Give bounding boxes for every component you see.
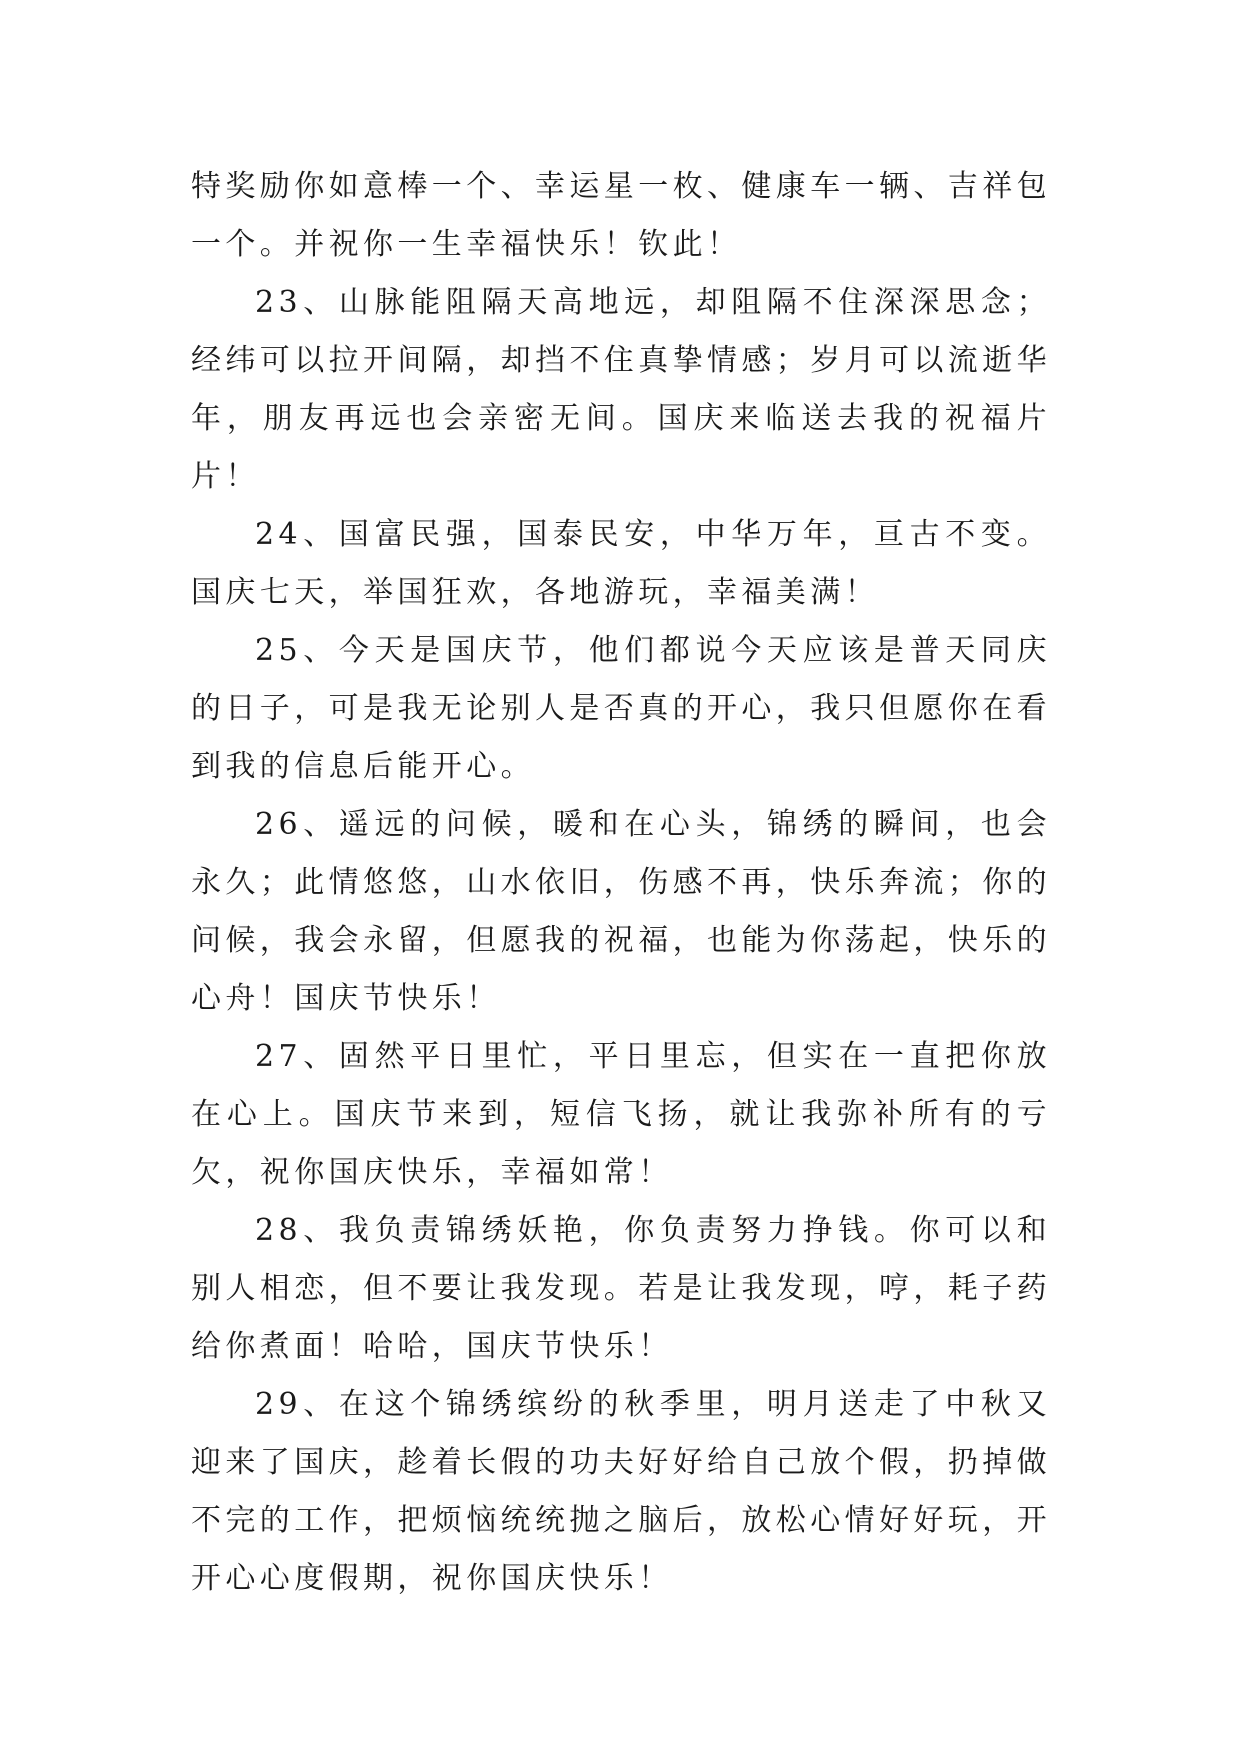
paragraph-29: 29、在这个锦绣缤纷的秋季里，明月送走了中秋又迎来了国庆，趁着长假的功夫好好给自己放个假，扔掉做不完的工作，把烦恼统统抛之脑后，放松心情好好玩，开开心心度假期，祝你国庆快乐！ (191, 1387, 1051, 1596)
paragraph-27: 27、固然平日里忙，平日里忘，但实在一直把你放在心上。国庆节来到，短信飞扬，就让我弥补所有的亏欠，祝你国庆快乐，幸福如常！ (191, 1039, 1051, 1190)
document-body (191, 158, 1051, 1608)
paragraph-28: 28、我负责锦绣妖艳，你负责努力挣钱。你可以和别人相恋，但不要让我发现。若是让我发现，哼，耗子药给你煮面！哈哈，国庆节快乐！ (191, 1213, 1051, 1364)
paragraph-24: 24、国富民强，国泰民安，中华万年，亘古不变。国庆七天，举国狂欢，各地游玩，幸福美满！ (191, 517, 1051, 610)
paragraph-continuation: 特奖励你如意棒一个、幸运星一枚、健康车一辆、吉祥包一个。并祝你一生幸福快乐！钦此！ (191, 169, 1051, 262)
paragraph-25: 25、今天是国庆节，他们都说今天应该是普天同庆的日子，可是我无论别人是否真的开心，我只但愿你在看到我的信息后能开心。 (191, 633, 1051, 784)
paragraph-26: 26、遥远的问候，暖和在心头，锦绣的瞬间，也会永久；此情悠悠，山水依旧，伤感不再，快乐奔流；你的问候，我会永留，但愿我的祝福，也能为你荡起，快乐的心舟！国庆节快乐！ (191, 807, 1051, 1016)
paragraph-23: 23、山脉能阻隔天高地远，却阻隔不住深深思念；经纬可以拉开间隔，却挡不住真挚情感；岁月可以流逝华年，朋友再远也会亲密无间。国庆来临送去我的祝福片片！ (191, 285, 1051, 494)
